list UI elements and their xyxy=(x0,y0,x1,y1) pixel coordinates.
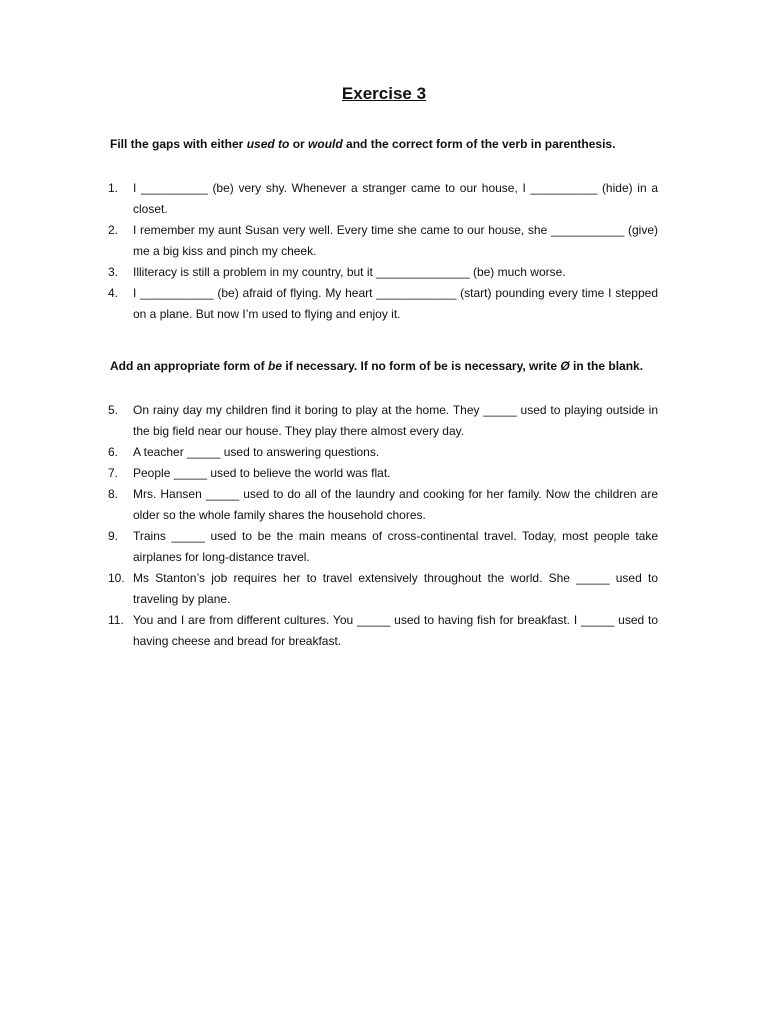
instruction-term: be xyxy=(268,359,283,373)
instruction-term: used to xyxy=(246,137,290,151)
item-number: 5. xyxy=(108,403,119,417)
exercise-item xyxy=(108,610,658,652)
instruction-text: and the correct form of the verb in parenthesis. xyxy=(342,137,616,151)
item-number: 10. xyxy=(108,571,125,585)
item-number: 9. xyxy=(108,529,119,543)
item-text: I ___________ (be) afraid of flying. My heart ____________ (start) pounding every time I stepped on a plane. But now I’m used to flying and enjoy it. xyxy=(133,286,658,321)
exercise-item xyxy=(108,178,658,220)
item-text: Illiteracy is still a problem in my country, but it ______________ (be) much worse. xyxy=(133,265,566,279)
section2-exercise-list xyxy=(108,400,658,652)
exercise-item xyxy=(108,262,658,283)
instruction-term: Ø xyxy=(560,359,570,373)
exercise-item xyxy=(108,526,658,568)
section1-exercise-list xyxy=(108,178,658,325)
item-text: You and I are from different cultures. You _____ used to having fish for breakfast. I _____ used to having cheese and bread for breakfast. xyxy=(133,613,658,648)
item-text: People _____ used to believe the world was flat. xyxy=(133,466,391,480)
exercise-item xyxy=(108,484,658,526)
item-number: 3. xyxy=(108,265,119,279)
item-number: 2. xyxy=(108,223,119,237)
exercise-item xyxy=(108,463,658,484)
item-number: 1. xyxy=(108,181,119,195)
exercise-item xyxy=(108,442,658,463)
item-text: Mrs. Hansen _____ used to do all of the laundry and cooking for her family. Now the children are older so the whole family shares the household chores. xyxy=(133,487,658,522)
item-number: 4. xyxy=(108,286,119,300)
exercise-item xyxy=(108,568,658,610)
section1-instruction xyxy=(110,137,658,152)
page-title-text: Exercise 3 xyxy=(341,84,427,103)
item-text: I __________ (be) very shy. Whenever a stranger came to our house, I __________ (hide) in a closet. xyxy=(133,181,658,216)
item-number: 6. xyxy=(108,445,119,459)
item-number: 8. xyxy=(108,487,119,501)
exercise-item xyxy=(108,400,658,442)
item-text: A teacher _____ used to answering questions. xyxy=(133,445,380,459)
instruction-text: Add an appropriate form of xyxy=(110,359,269,373)
instruction-text: in the blank. xyxy=(569,359,644,373)
item-text: Trains _____ used to be the main means of cross-continental travel. Today, most people take airplanes for long-distance travel. xyxy=(133,529,658,564)
exercise-item xyxy=(108,220,658,262)
exercise-item xyxy=(108,283,658,325)
item-number: 11. xyxy=(108,613,124,627)
item-number: 7. xyxy=(108,466,119,480)
page-title xyxy=(0,84,768,104)
item-text: On rainy day my children find it boring to play at the home. They _____ used to playing outside in the big field near our house. They play there almost every day. xyxy=(133,403,658,438)
instruction-text: or xyxy=(289,137,309,151)
instruction-text: if necessary. If no form of be is necessary, write xyxy=(282,359,561,373)
item-text: Ms Stanton’s job requires her to travel extensively throughout the world. She _____ used to traveling by plane. xyxy=(133,571,658,606)
instruction-text: Fill the gaps with either xyxy=(110,137,247,151)
item-text: I remember my aunt Susan very well. Every time she came to our house, she ___________ (give) me a big kiss and pinch my cheek. xyxy=(133,223,658,258)
instruction-term: would xyxy=(308,137,343,151)
section2-instruction xyxy=(110,359,658,374)
